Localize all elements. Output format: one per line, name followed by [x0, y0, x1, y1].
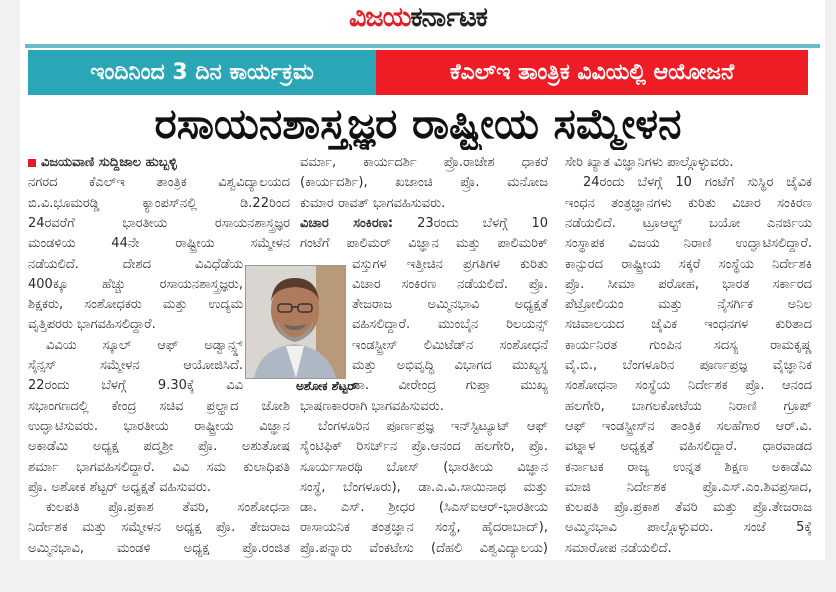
masthead-logo — [0, 2, 836, 34]
article-line: ನಿರ್ದೇಶಕ ಮತ್ತು ಸಮ್ಮೇಳನ ಅಧ್ಯಕ್ಷ ಪ್ರೊ. ತೇಜರಾಜ — [28, 520, 290, 536]
article-line: ಶರ್ಮಾ ಭಾಗವಹಿಸಲಿದ್ದಾರೆ. ವಿವಿ ಸಮ ಕುಲಾಧಿಪತಿ — [28, 459, 290, 475]
article-line: ಸೇರಿ ಖ್ಯಾತ ವಿಜ್ಞಾನಿಗಳು ಪಾಲ್ಗೊಳ್ಳುವರು. — [565, 155, 734, 170]
article-line-text: 23ರಂದು ಬೆಳಗ್ಗೆ 10 — [417, 215, 548, 231]
article-line: ಭಾಷಣಕಾರರಾಗಿ ಭಾಗವಹಿಸುವರು. — [300, 398, 444, 414]
article-line: ಕುಲಪತಿ ಪ್ರೊ.ಪ್ರಕಾಶ ತೆವರಿ ಮತ್ತು ಪ್ರೊ.ತೇಜರಾಜ — [565, 500, 812, 516]
article-line: ಸಭಾಂಗಣದಲ್ಲಿ ಕೇಂದ್ರ ಸಚಿವ ಪ್ರಲ್ಹಾದ ಜೋಶಿ — [28, 398, 290, 414]
article-line: ನಡೆಯಲಿದೆ. ದೇಶದ ವಿವಿಧೆಡೆಯ — [28, 256, 243, 272]
portrait-photo — [245, 265, 346, 379]
article-line: ತೇಜರಾಜ ಅಮ್ಮಿನಭಾವಿ ಅಧ್ಯಕ್ಷತೆ — [352, 297, 548, 313]
article-line: ವಿವಿಯ ಸ್ಕೂಲ್ ಆಫ್ ಅಡ್ವಾನ್ಸ್ಡ್ — [46, 337, 243, 353]
article-line: ಕಾರ್ಯನಿರತ ಗುಂಪಿನ ಸದಸ್ಯ ರಾಮಕೃಷ್ಣ — [565, 337, 812, 353]
article-line: ಕಾನ್ಪುರದ ರಾಷ್ಟ್ರೀಯ ಸಕ್ಕರೆ ಸಂಸ್ಥೆಯ ನಿರ್ದೇಶಕಿ — [565, 256, 812, 272]
article-line: ಡಾ. ವೀರೇಂದ್ರ ಗುಪ್ತಾ ಮುಖ್ಯ — [352, 378, 548, 394]
article-line: ಸಮಾರೋಪ ನಡೆಯಲಿದೆ. — [565, 540, 672, 556]
article-line: 22ರಂದು ಬೆಳಗ್ಗೆ 9.30ಕ್ಕೆ ವಿವಿ — [28, 378, 243, 394]
headline: ರಸಾಯನಶಾಸ್ತ್ರಜ್ಞರ ರಾಷ್ಟ್ರೀಯ ಸಮ್ಮೇಳನ — [154, 99, 682, 148]
subhead: ವಿಚಾರ ಸಂಕಿರಣ: — [300, 215, 394, 231]
article-line: ಅಕಾಡೆಮಿ ಅಧ್ಯಕ್ಷ ಪದ್ಮಶ್ರೀ ಪ್ರೊ. ಅಶುತೋಷ — [28, 439, 290, 455]
article-line: ಇಂಧನ ತಂತ್ರಜ್ಞಾನಗಳು ಕುರಿತು ವಿಚಾರ ಸಂಕಿರಣ — [565, 195, 812, 211]
banner-right: ಕೆಎಲ್‌ಇ ತಾಂತ್ರಿಕ ವಿವಿಯಲ್ಲಿ ಆಯೋಜನೆ — [376, 50, 808, 95]
article-line: ಮಾಜಿ ನಿರ್ದೇಶಕ ಪ್ರೊ.ಎಸ್.ಎಂ.ಶಿವಪ್ರಸಾದ, — [565, 479, 812, 495]
article-line: ಸೈನ್ಸಸ್ ಸಮ್ಮೇಳನ ಆಯೋಜಿಸಿದೆ. — [28, 358, 243, 373]
article-line: ವಿಚಾರ ಸಂಕಿರಣ ನಡೆಯಲಿದೆ. ಪ್ರೊ. — [352, 276, 548, 292]
article-line: ವರ್ಮಾ, ಕಾರ್ಯದರ್ಶಿ ಪ್ರೊ.ರಾಜೇಶ ಧಾಕರೆ — [300, 155, 548, 170]
article-line: ಪೆಟ್ರೋಲಿಯಂ ಮತ್ತು ನೈಸರ್ಗಿಕ ಅನಿಲ — [565, 297, 812, 313]
article-line: ವಟ್ನಾಳ ಅಧ್ಯಕ್ಷತೆ ವಹಿಸಲಿದ್ದಾರೆ. ಧಾರವಾಡದ — [565, 439, 812, 455]
article-line: ಮಂಡಳಿಯ 44ನೇ ರಾಷ್ಟ್ರೀಯ ಸಮ್ಮೇಳನ — [28, 236, 290, 252]
article-line: ಉದ್ಘಾಟಿಸುವರು. ಭಾರತೀಯ ರಾಷ್ಟ್ರೀಯ ವಿಜ್ಞಾನ — [28, 418, 290, 434]
article-line — [300, 214, 548, 234]
article-line: ಕುಲಪತಿ ಪ್ರೊ.ಪ್ರಕಾಶ ತೆವರಿ, ಸಂಶೋಧನಾ — [46, 500, 290, 516]
article-line: ಆಫ್ ಇಂಡಸ್ಟ್ರೀಸ್‌ನ ತಾಂತ್ರಿಕ ಸಲಹೆಗಾರ ಆರ್.ವಿ. — [565, 418, 812, 434]
article-line: ಬಿ.ವಿ.ಭೂಮರಡ್ಡಿ ಕ್ಯಾಂಪಸ್‌ನಲ್ಲಿ ಡಿ.22ರಿಂದ — [28, 195, 290, 211]
article-line: ನಡೆಯಲಿದೆ. ಟ್ರೂಆಲ್ಟ್ ಬಯೋ ಎನರ್ಜಿಯ — [565, 215, 812, 231]
masthead-rule — [25, 44, 820, 48]
article-line: ರಾಸಾಯನಿಕ ತಂತ್ರಜ್ಞಾನ ಸಂಸ್ಥೆ, ಹೈದರಾಬಾದ್), — [300, 520, 548, 536]
article-line: ವೃತ್ತಿಪರರು ಭಾಗವಹಿಸಲಿದ್ದಾರೆ. — [28, 317, 156, 333]
article-line: ಇಂಡಸ್ಟ್ರೀಸ್ ಲಿಮಿಟೆಡ್‌ನ ಸಂಶೋಧನೆ — [352, 337, 548, 353]
article-line: ಮತ್ತು ಅಭಿವೃದ್ಧಿ ವಿಭಾಗದ ಮುಖ್ಯಸ್ಥ — [352, 358, 548, 373]
dateline: ವಿಜಯವಾಣಿ ಸುದ್ದಿಜಾಲ ಹುಬ್ಬಳ್ಳಿ — [41, 155, 177, 170]
article-line: ಪ್ರೊ.ಪನ್ನಾರು ವೆಂಕಟೇಸು (ದೆಹಲಿ ವಿಶ್ವವಿದ್ಯಾಲಯ) — [300, 540, 548, 556]
article-line: 24ರಂದು ಬೆಳಗ್ಗೆ 10 ಗಂಟೆಗೆ ಸುಸ್ಥಿರ ಜೈವಿಕ — [583, 175, 812, 191]
article-line: ನಗರದ ಕೆಎಲ್‌ಇ ತಾಂತ್ರಿಕ ವಿಶ್ವವಿದ್ಯಾಲಯದ — [28, 175, 290, 191]
logo-red-text: ವಿಜಯ — [349, 2, 411, 33]
red-square-bullet-icon — [28, 159, 36, 167]
article-line: ಸೈಂಟಿಫಿಕ್ ರಿಸರ್ಚ್‌ನ ಪ್ರೊ.ಆನಂದ ಹಲಗೇರಿ, ಪ್ರೊ. — [300, 439, 548, 455]
article-line: ಪ್ರೊ. ಅಶೋಕ ಶೆಟ್ಟರ್ ಅಧ್ಯಕ್ಷತೆ ವಹಿಸುವರು. — [28, 479, 212, 495]
article-line: ಪ್ರೊ. ಸೀಮಾ ಪರೋಹ, ಭಾರತ ಸರ್ಕಾರದ — [565, 276, 812, 292]
article-line: ಸಂಸ್ಥಾಪಕ ವಿಜಯ ನಿರಾಣಿ ಉದ್ಘಾಟಿಸಲಿದ್ದಾರೆ. — [565, 236, 812, 252]
article-line: ಗಂಟೆಗೆ ಪಾಲಿಮರ್ ವಿಜ್ಞಾನ ಮತ್ತು ಪಾಲಿಮರಿಕ್ — [300, 236, 548, 252]
article-line: (ಕಾರ್ಯದರ್ಶಿ), ಖಜಾಂಚಿ ಪ್ರೊ. ಮನೋಜ — [300, 175, 548, 191]
article-line: ಸಚಿವಾಲಯದ ಜೈವಿಕ ಇಂಧನಗಳ ಕುರಿತಾದ — [565, 317, 812, 333]
article-line: ಸೂರ್ಯಸಾರಥಿ ಬೋಸ್ (ಭಾರತೀಯ ವಿಜ್ಞಾನ — [300, 459, 548, 475]
photo-caption: ಅಶೋಕ ಶೆಟ್ಟರ್ — [296, 379, 358, 393]
banner-left: ಇಂದಿನಿಂದ 3 ದಿನ ಕಾರ್ಯಕ್ರಮ — [28, 50, 376, 95]
article-line: ಕುಮಾರ ರಾವತ್ ಭಾಗವಹಿಸುವರು. — [300, 195, 446, 211]
article-line: ಬೆಂಗಳೂರಿನ ಪೂರ್ಣಪ್ರಜ್ಞ ಇನ್‌ಸ್ಟಿಟ್ಯೂಟ್ ಆಫ್ — [318, 418, 548, 434]
article-line: ಶಿಕ್ಷಕರು, ಸಂಶೋಧಕರು ಮತ್ತು ಉದ್ಯಮ — [28, 297, 243, 313]
article-line: ವಹಿಸಲಿದ್ದಾರೆ. ಮುಂಬೈನ ರಿಲಯನ್ಸ್ — [352, 317, 548, 333]
article-line: ಹಲಗೇರಿ, ಬಾಗಲಕೋಟೆಯ ನಿರಾಣಿ ಗ್ರೂಪ್ — [565, 398, 812, 414]
article-line: ಅಮ್ಮಿನಭಾವಿ ಪಾಲ್ಗೊಳ್ಳುವರು. ಸಂಜೆ 5ಕ್ಕೆ — [565, 520, 812, 536]
article-line: ಅಮ್ಮಿನಭಾವಿ, ಮಂಡಳಿ ಅಧ್ಯಕ್ಷ ಪ್ರೊ.ರಂಜಿತ — [28, 540, 290, 556]
article-line: ಕರ್ನಾಟಕ ರಾಜ್ಯ ಉನ್ನತ ಶಿಕ್ಷಣ ಅಕಾಡೆಮಿ — [565, 459, 812, 475]
article-line — [28, 153, 290, 173]
article-line: ಸಂಶೋಧನಾ ಸಂಸ್ಥೆಯ ನಿರ್ದೇಶಕ ಪ್ರೊ. ಆನಂದ — [565, 378, 812, 394]
article-line: ವಸ್ತುಗಳ ಇತ್ತೀಚಿನ ಪ್ರಗತಿಗಳ ಕುರಿತು — [352, 256, 548, 272]
article-line: 24ರವರೆಗೆ ಭಾರತೀಯ ರಸಾಯನಶಾಸ್ತ್ರಜ್ಞರ — [28, 215, 290, 231]
logo-black-text: ಕರ್ನಾಟಕ — [410, 2, 487, 33]
article-line: ಡಾ. ಎಸ್. ಶ್ರೀಧರ (ಸಿಎಸ್‌ಐಆರ್-ಭಾರತೀಯ — [300, 500, 548, 516]
article-line: ಸಂಸ್ಥೆ, ಬೆಂಗಳೂರು), ಡಾ.ಎ.ವಿ.ಸಾಯಿನಾಥ ಮತ್ತು — [300, 479, 548, 495]
article-line: ವೈ.ಬಿ., ಬೆಂಗಳೂರಿನ ಪೂರ್ಣಪ್ರಜ್ಞ ವೈಜ್ಞಾನಿಕ — [565, 358, 812, 373]
article-line: 400ಕ್ಕೂ ಹೆಚ್ಚು ರಸಾಯನಶಾಸ್ತ್ರಜ್ಞರು, — [28, 276, 243, 292]
